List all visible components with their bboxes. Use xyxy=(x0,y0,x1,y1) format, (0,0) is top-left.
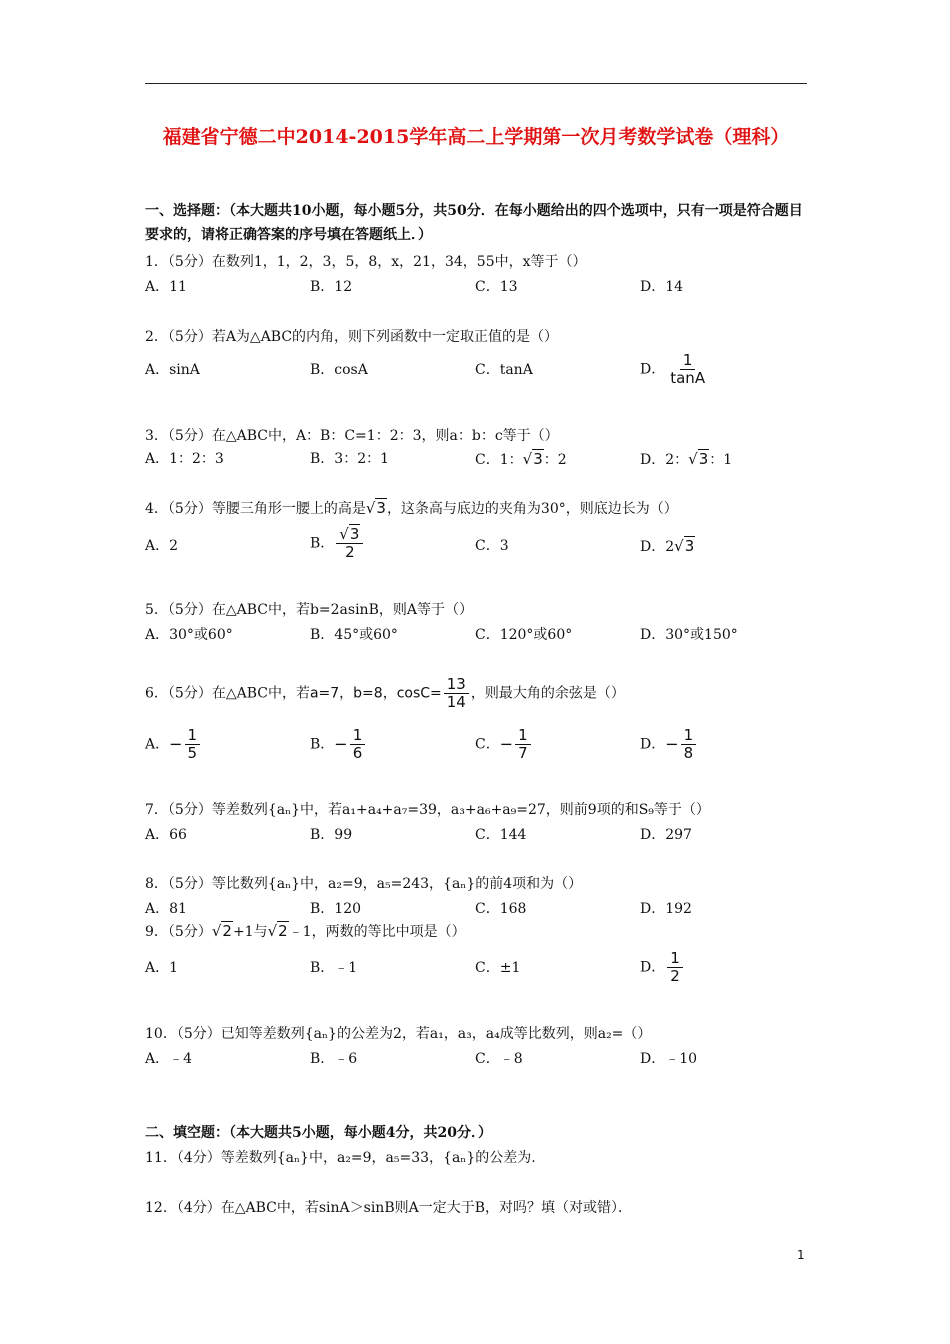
q1-option-a: A．11 xyxy=(145,279,187,295)
denominator: 7 xyxy=(518,744,528,762)
denominator: 2 xyxy=(670,967,680,985)
numerator: 1 xyxy=(681,727,697,745)
question-4 xyxy=(145,498,810,519)
q6-stem-suffix: ，则最大角的余弦是（） xyxy=(470,685,625,702)
top-rule xyxy=(145,83,807,84)
sqrt-symbol: √2 xyxy=(211,922,232,940)
q3-option-d xyxy=(640,449,732,470)
radicand: 3 xyxy=(533,450,543,468)
numerator: 1 xyxy=(680,352,696,370)
sqrt-symbol: √3 xyxy=(365,499,386,517)
question-8: 8．（5分）等比数列{aₙ}中，a₂=9，a₅=243，{aₙ}的前4项和为（） xyxy=(145,876,583,892)
q7-option-b: B．99 xyxy=(310,827,353,843)
q9-option-d xyxy=(640,950,685,985)
sqrt-symbol: √2 xyxy=(267,922,288,940)
q3-option-b: B．3：2：1 xyxy=(310,451,390,467)
question-5: 5．（5分）在△ABC中，若b=2asinB，则A等于（） xyxy=(145,602,473,618)
q6-given: a=7，b=8，cosC= xyxy=(309,685,442,702)
q8-option-c: C．168 xyxy=(475,901,527,917)
q4-stem-suffix: ，这条高与底边的夹角为30°，则底边长为（） xyxy=(386,501,678,517)
q4-option-b xyxy=(310,526,365,561)
fraction xyxy=(681,727,697,762)
section-1-heading: 一、选择题：（本大题共10小题，每小题5分，共50分．在每小题给出的四个选项中，只有一项是符合题目要求的，请将正确答案的序号填在答题纸上．） xyxy=(145,203,803,243)
question-3: 3．（5分）在△ABC中，A：B：C=1：2：3，则a：b：c等于（） xyxy=(145,428,559,444)
fraction xyxy=(667,950,683,985)
q9-d-label: D． xyxy=(640,959,666,976)
radicand: 3 xyxy=(698,450,709,468)
q3-d-prefix: D．2： xyxy=(640,452,689,468)
minus-sign: − xyxy=(334,734,348,754)
fraction xyxy=(350,727,366,762)
q6-d-label: D． xyxy=(640,736,666,753)
q5-option-b: B．45°或60° xyxy=(310,627,398,643)
q9-option-c: C．±1 xyxy=(475,960,521,976)
q3-c-prefix: C．1： xyxy=(475,452,523,468)
section-2-heading: 二、填空题：（本大题共5小题，每小题4分，共20分．） xyxy=(145,1125,492,1141)
q6-option-d xyxy=(640,727,698,762)
question-12: 12．（4分）在△ABC中，若sinA＞sinB则A一定大于B，对吗？填（对或错）． xyxy=(145,1200,633,1216)
q7-option-a: A．66 xyxy=(145,827,187,843)
fraction xyxy=(515,727,531,762)
q2-option-c: C．tanA xyxy=(475,362,533,378)
minus-sign: − xyxy=(499,734,514,754)
q2-d-label: D． xyxy=(640,361,666,378)
minus-sign: − xyxy=(665,734,679,754)
q10-option-b: B．﹣6 xyxy=(310,1051,358,1067)
numerator: 13 xyxy=(444,676,469,694)
q1-option-b: B．12 xyxy=(310,279,353,295)
radicand: 3 xyxy=(376,499,386,517)
q6-b-label: B． xyxy=(310,736,335,753)
q2-option-d xyxy=(640,352,710,387)
q6-option-a xyxy=(145,727,202,762)
q10-option-d: D．﹣10 xyxy=(640,1051,698,1067)
q7-option-d: D．297 xyxy=(640,827,692,843)
denominator: 2 xyxy=(345,543,355,561)
q6-c-label: C． xyxy=(475,736,500,753)
q8-option-d: D．192 xyxy=(640,901,692,917)
q1-option-d: D．14 xyxy=(640,279,684,295)
q4-b-label: B． xyxy=(310,535,335,552)
question-2: 2．（5分）若A为△ABC的内角，则下列函数中一定取正值的是（） xyxy=(145,329,559,345)
sqrt-symbol: √3 xyxy=(522,450,543,468)
radicand: 2 xyxy=(222,922,232,940)
numerator: 1 xyxy=(185,727,201,745)
q4-option-a: A．2 xyxy=(145,538,179,554)
page-title: 福建省宁德二中2014-2015学年高二上学期第一次月考数学试卷（理科） xyxy=(162,126,790,148)
question-1: 1．（5分）在数列1，1，2，3，5，8，x，21，34，55中，x等于（） xyxy=(145,254,587,270)
radicand: 3 xyxy=(349,525,360,543)
q4-option-d xyxy=(640,536,695,557)
question-10: 10．（5分）已知等差数列{aₙ}的公差为2，若a₁，a₃，a₄成等比数列，则a₂=（） xyxy=(145,1026,652,1042)
numerator: 1 xyxy=(515,727,531,745)
radicand: 3 xyxy=(684,537,695,555)
q4-d-prefix: D．2 xyxy=(640,539,675,555)
q9-stem-suffix: ﹣1，两数的等比中项是（） xyxy=(288,924,466,940)
q9-option-b: B．﹣1 xyxy=(310,960,358,976)
denominator: tanA xyxy=(670,369,706,387)
fraction xyxy=(185,727,201,762)
q3-d-suffix: ：1 xyxy=(709,452,733,468)
q6-stem-prefix: 6．（5分）在△ABC中，若 xyxy=(145,685,310,702)
page-number: 1 xyxy=(797,1248,805,1262)
q2-option-a: A．sinA xyxy=(145,362,200,378)
q6-option-b xyxy=(310,727,367,762)
sqrt-symbol: √3 xyxy=(688,450,709,468)
denominator: 6 xyxy=(352,744,363,762)
q10-option-a: A．﹣4 xyxy=(145,1051,193,1067)
fraction xyxy=(336,526,363,561)
q3-option-a: A．1：2：3 xyxy=(145,451,224,467)
q3-option-c xyxy=(475,449,567,470)
numerator: √3 xyxy=(336,526,363,544)
denominator: 8 xyxy=(683,744,694,762)
q8-option-b: B．120 xyxy=(310,901,362,917)
q6-option-c xyxy=(475,727,533,762)
q9-option-a: A．1 xyxy=(145,960,179,976)
question-11: 11．（4分）等差数列{aₙ}中，a₂=9，a₅=33，{aₙ}的公差为. xyxy=(145,1150,536,1166)
fraction xyxy=(444,676,469,711)
fraction xyxy=(667,352,708,387)
q2-option-b: B．cosA xyxy=(310,362,368,378)
q10-option-c: C．﹣8 xyxy=(475,1051,523,1067)
question-9 xyxy=(145,921,810,942)
numerator: 1 xyxy=(667,950,683,968)
sqrt-symbol: √3 xyxy=(674,537,695,555)
numerator: 1 xyxy=(350,727,366,745)
q7-option-c: C．144 xyxy=(475,827,527,843)
q5-option-a: A．30°或60° xyxy=(145,627,233,643)
minus-sign: − xyxy=(169,734,183,754)
q4-option-c: C．3 xyxy=(475,538,509,554)
q6-a-label: A． xyxy=(145,736,170,753)
denominator: 14 xyxy=(446,693,466,711)
question-6 xyxy=(145,676,810,711)
q5-option-c: C．120°或60° xyxy=(475,627,573,643)
q1-option-c: C．13 xyxy=(475,279,518,295)
question-7: 7．（5分）等差数列{aₙ}中，若a₁+a₄+a₇=39，a₃+a₆+a₉=27，则前9项的和S₉等于（） xyxy=(145,802,710,818)
q5-option-d: D．30°或150° xyxy=(640,627,738,643)
q4-stem-prefix: 4．（5分）等腰三角形一腰上的高是 xyxy=(145,501,366,517)
q8-option-a: A．81 xyxy=(145,901,187,917)
q9-stem-mid: +1与 xyxy=(232,924,268,940)
q9-stem-prefix: 9．（5分） xyxy=(145,924,212,940)
denominator: 5 xyxy=(187,744,198,762)
radicand: 2 xyxy=(278,922,288,940)
q3-c-suffix: ：2 xyxy=(543,452,567,468)
